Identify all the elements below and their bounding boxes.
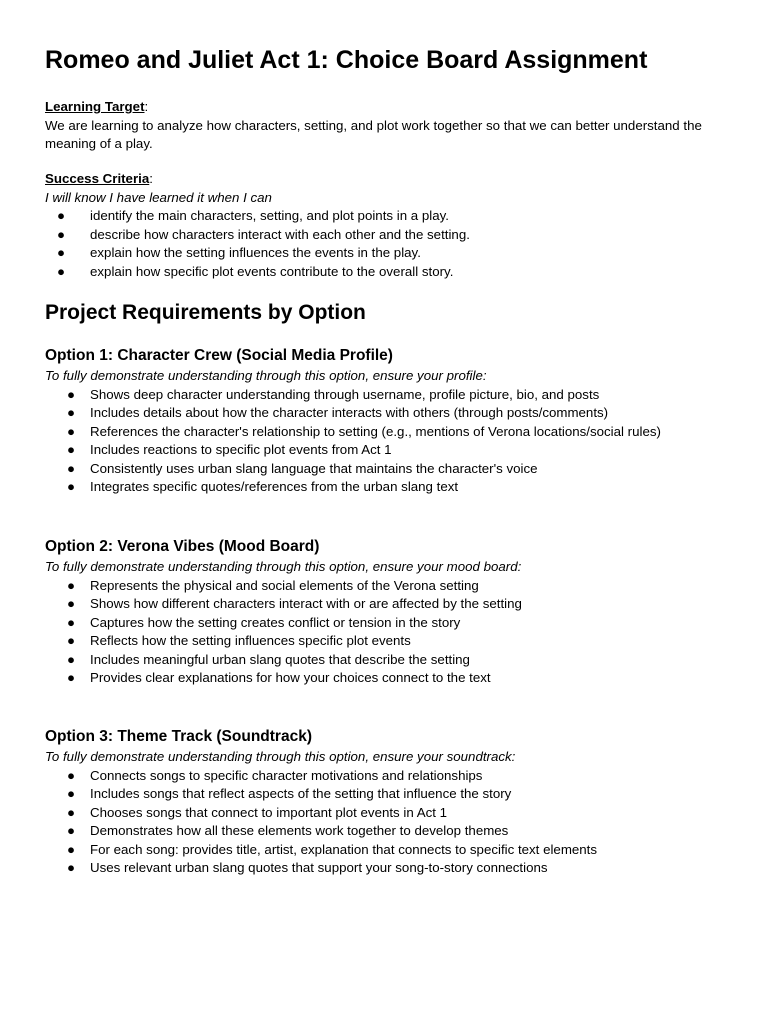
bullet-icon: ● [67, 804, 76, 820]
bullet-icon: ● [67, 767, 76, 783]
bullet-icon: ● [67, 786, 76, 801]
list-item-text: identify the main characters, setting, and plot points in a play. [90, 208, 449, 223]
success-criteria-list [45, 207, 735, 281]
bullet-icon: ● [67, 405, 76, 420]
list-item [45, 669, 735, 688]
list-item [45, 441, 735, 460]
list-item-text: Shows how different characters interact with or are affected by the setting [90, 596, 522, 611]
list-item-text: Includes details about how the character interacts with others (through posts/comments) [90, 405, 609, 420]
list-item-text: Includes songs that reflect aspects of the setting that influence the story [90, 786, 512, 801]
list-item [45, 651, 735, 670]
option-requirements-list [45, 386, 735, 497]
learning-target-label: Learning Target [45, 99, 145, 114]
option-heading: Option 3: Theme Track (Soundtrack) [45, 728, 312, 745]
list-item [45, 478, 735, 497]
list-item-text: For each song: provides title, artist, explanation that connects to specific text elements [90, 841, 598, 857]
bullet-icon: ● [67, 670, 76, 685]
bullet-icon: ● [67, 386, 76, 402]
list-item-text: Includes meaningful urban slang quotes that describe the setting [90, 651, 470, 667]
success-criteria-label: Success Criteria [45, 171, 150, 186]
list-item [45, 859, 735, 878]
success-criteria-intro: I will know I have learned it when I can [45, 189, 272, 205]
list-item-text: References the character's relationship to setting (e.g., mentions of Verona locations/social rules) [90, 423, 661, 439]
bullet-icon: ● [67, 860, 76, 875]
list-item-text: Represents the physical and social elements of the Verona setting [90, 577, 479, 593]
bullet-icon: ● [67, 651, 76, 667]
success-criteria-label-line [45, 170, 735, 189]
list-item [45, 226, 735, 245]
learning-target-section [45, 98, 735, 154]
list-item-text: Includes reactions to specific plot events from Act 1 [90, 442, 392, 457]
learning-target-text: We are learning to analyze how characters, setting, and plot work together so that we can better understand the meaning of a play. [45, 117, 702, 151]
bullet-icon: ● [57, 245, 66, 260]
list-item-text: Connects songs to specific character motivations and relationships [90, 767, 483, 783]
list-item [45, 841, 735, 860]
option-intro: To fully demonstrate understanding through this option, ensure your soundtrack: [45, 749, 516, 764]
option-1-section [45, 345, 735, 497]
option-intro: To fully demonstrate understanding through this option, ensure your profile: [45, 368, 487, 383]
success-criteria-colon: : [149, 171, 153, 186]
bullet-icon: ● [57, 208, 66, 223]
list-item-text: Captures how the setting creates conflict or tension in the story [90, 614, 461, 630]
list-item-text: Reflects how the setting influences specific plot events [90, 633, 411, 648]
document-title: Romeo and Juliet Act 1: Choice Board Assignment [45, 46, 648, 74]
bullet-icon: ● [67, 577, 76, 593]
list-item [45, 577, 735, 596]
bullet-icon: ● [67, 841, 76, 857]
list-item-text: Demonstrates how all these elements work together to develop themes [90, 823, 509, 838]
option-heading: Option 2: Verona Vibes (Mood Board) [45, 538, 320, 555]
list-item [45, 386, 735, 405]
list-item-text: Shows deep character understanding through username, profile picture, bio, and posts [90, 386, 600, 402]
requirements-heading: Project Requirements by Option [45, 301, 366, 324]
list-item [45, 804, 735, 823]
bullet-icon: ● [67, 423, 76, 439]
option-intro: To fully demonstrate understanding through this option, ensure your mood board: [45, 559, 522, 574]
list-item [45, 460, 735, 479]
list-item [45, 767, 735, 786]
list-item-text: Provides clear explanations for how your choices connect to the text [90, 670, 491, 685]
list-item [45, 822, 735, 841]
list-item [45, 263, 735, 282]
option-3-section [45, 726, 735, 878]
bullet-icon: ● [57, 226, 66, 242]
list-item [45, 423, 735, 442]
list-item [45, 207, 735, 226]
bullet-icon: ● [67, 442, 76, 457]
learning-target-colon: : [144, 99, 149, 114]
list-item-text: explain how the setting influences the events in the play. [90, 245, 421, 260]
option-heading: Option 1: Character Crew (Social Media Profile) [45, 347, 393, 364]
bullet-icon: ● [67, 614, 76, 630]
list-item-text: Consistently uses urban slang language that maintains the character's voice [90, 460, 538, 476]
success-criteria-section [45, 170, 735, 281]
bullet-icon: ● [67, 633, 76, 648]
list-item-text: Chooses songs that connect to important plot events in Act 1 [90, 804, 448, 820]
list-item [45, 632, 735, 651]
bullet-icon: ● [57, 263, 66, 279]
bullet-icon: ● [67, 479, 76, 494]
learning-target-label-line [45, 98, 735, 117]
list-item [45, 614, 735, 633]
list-item-text: describe how characters interact with each other and the setting. [90, 226, 470, 242]
bullet-icon: ● [67, 823, 76, 838]
list-item-text: Integrates specific quotes/references from the urban slang text [90, 479, 459, 494]
list-item [45, 404, 735, 423]
list-item [45, 244, 735, 263]
bullet-icon: ● [67, 460, 76, 476]
list-item [45, 785, 735, 804]
list-item [45, 595, 735, 614]
option-requirements-list [45, 767, 735, 878]
list-item-text: Uses relevant urban slang quotes that support your song-to-story connections [90, 860, 548, 875]
option-requirements-list [45, 577, 735, 688]
option-2-section [45, 536, 735, 688]
bullet-icon: ● [67, 596, 76, 611]
list-item-text: explain how specific plot events contribute to the overall story. [90, 263, 454, 279]
